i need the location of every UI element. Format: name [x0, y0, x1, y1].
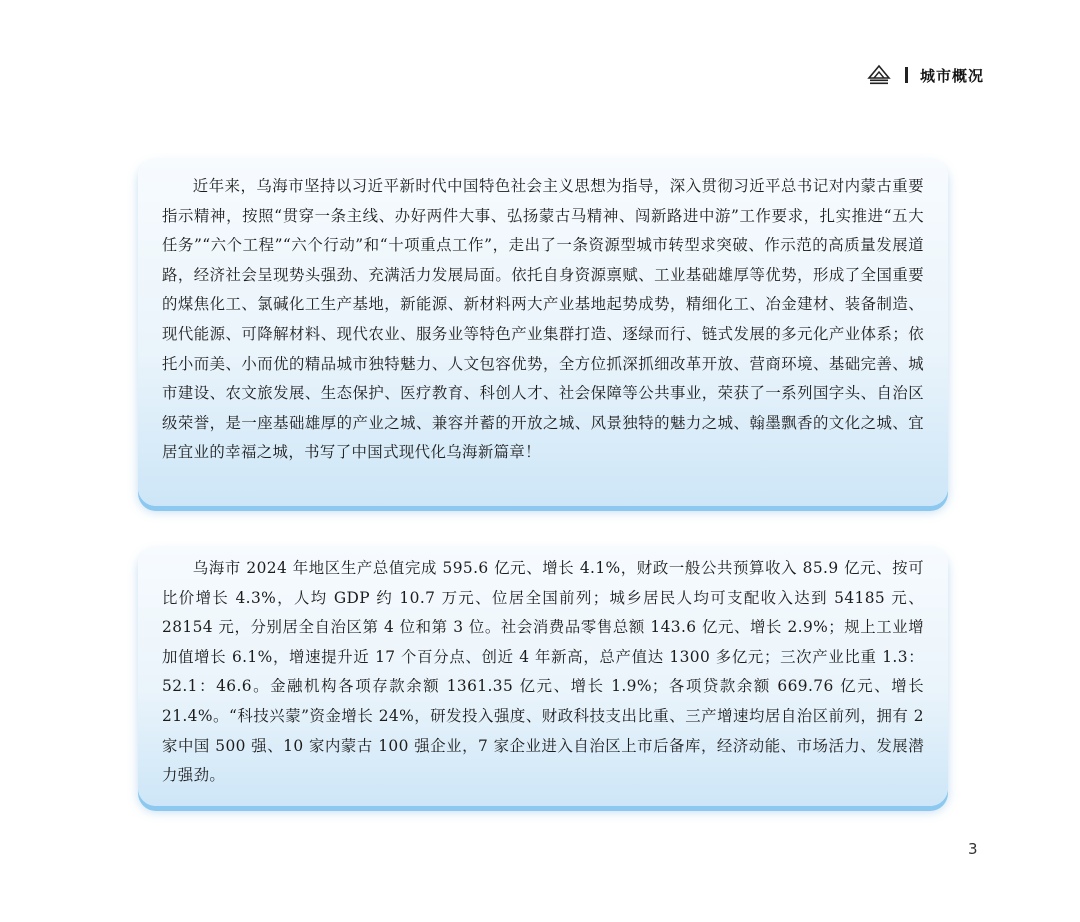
section-title: 城市概况: [919, 66, 984, 85]
page-header: [867, 64, 984, 86]
economy-paragraph: 乌海市 2024 年地区生产总值完成 595.6 亿元、增长 4.1%，财政一般公共预算收入 85.9 亿元、按可比价增长 4.3%，人均 GDP 约 10.7 万元、位居全国前列；城乡居民人均可支配收入达到 54185 元、28154 元，分别居全自治区第 4 位和第 3 位。社会消费品零售总额 143.6 亿元、增长 2.9%；规上工业增加值增长 6.1%，增速提升近 17 个百分点、创近 4 年新高，总产值达 1300 多亿元；三次产业比重 1.3：52.1：46.6。金融机构各项存款余额 1361.35 亿元、增长 1.9%；各项贷款余额 669.76 亿元、增长 21.4%。“科技兴蒙”资金增长 24%，研发投入强度、财政科技支出比重、三产增速均居自治区前列，拥有 2 家中国 500 强、10 家内蒙古 100 强企业，7 家企业进入自治区上市后备库，经济动能、市场活力、发展潜力强劲。: [162, 559, 924, 785]
intro-panel: [138, 158, 948, 506]
page-number: 3: [968, 840, 978, 858]
economy-panel: [138, 546, 948, 806]
mountain-building-logo-icon: [867, 64, 891, 86]
intro-paragraph: 近年来，乌海市坚持以习近平新时代中国特色社会主义思想为指导，深入贯彻习近平总书记对内蒙古重要指示精神，按照“贯穿一条主线、办好两件大事、弘扬蒙古马精神、闯新路进中游”工作要求，扎实推进“五大任务”“六个工程”“六个行动”和“十项重点工作”，走出了一条资源型城市转型求突破、作示范的高质量发展道路，经济社会呈现势头强劲、充满活力发展局面。依托自身资源禀赋、工业基础雄厚等优势，形成了全国重要的煤焦化工、氯碱化工生产基地，新能源、新材料两大产业基地起势成势，精细化工、冶金建材、装备制造、现代能源、可降解材料、现代农业、服务业等特色产业集群打造、逐绿而行、链式发展的多元化产业体系；依托小而美、小而优的精品城市独特魅力、人文包容优势，全方位抓深抓细改革开放、营商环境、基础完善、城市建设、农文旅发展、生态保护、医疗教育、科创人才、社会保障等公共事业，荣获了一系列国字头、自治区级荣誉，是一座基础雄厚的产业之城、兼容并蓄的开放之城、风景独特的魅力之城、翰墨飘香的文化之城、宜居宜业的幸福之城，书写了中国式现代化乌海新篇章！: [162, 177, 924, 462]
header-divider: [905, 67, 908, 83]
